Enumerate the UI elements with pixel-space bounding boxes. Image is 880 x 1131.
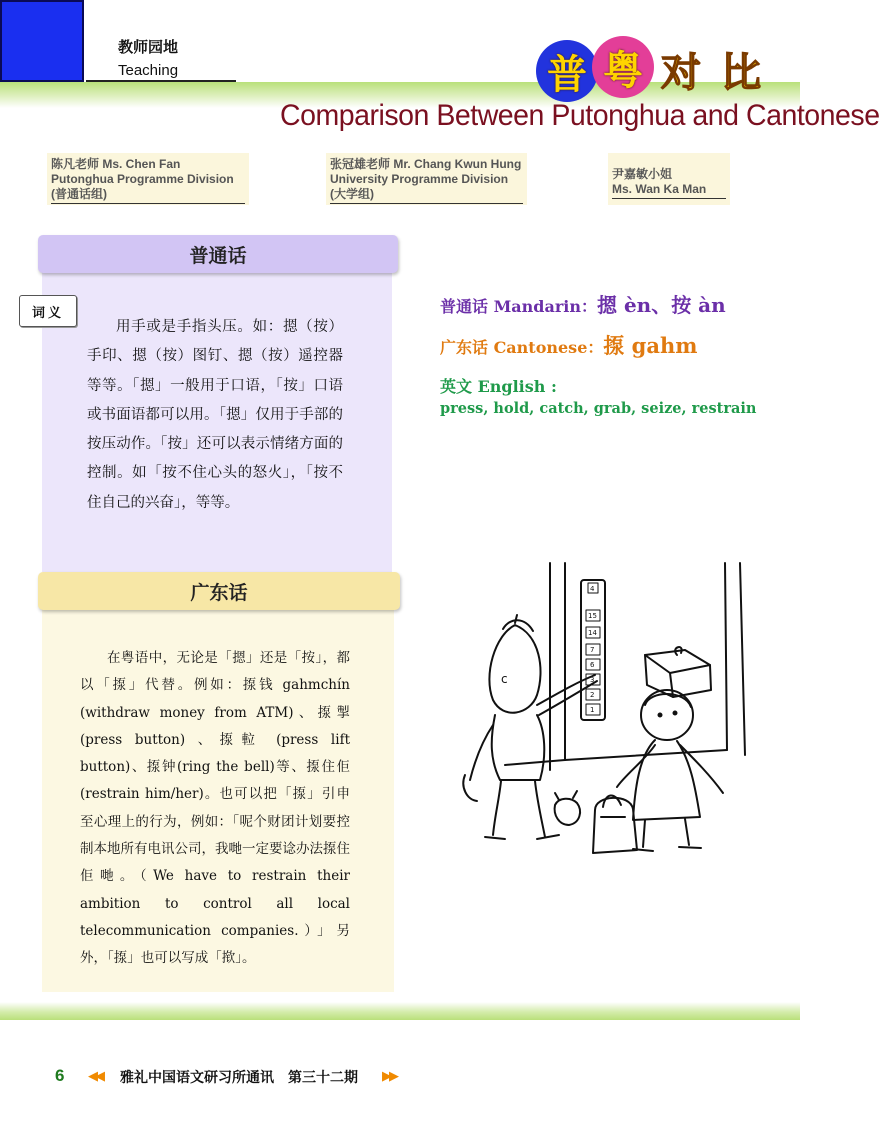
floor-button-label: 6 — [590, 661, 595, 669]
author-box-chang — [326, 153, 527, 205]
author-name: 陈凡老师 Ms. Chen Fan — [51, 157, 181, 171]
cantonese-line — [440, 330, 697, 360]
mandarin-line — [440, 289, 726, 318]
floor-button-label: 15 — [588, 612, 597, 620]
author-name: 张冠雄老师 Mr. Chang Kwun Hung — [330, 157, 522, 171]
mandarin-label: 普通话 Mandarin： — [440, 297, 597, 316]
floor-button-label: 4 — [590, 585, 595, 593]
author-name-en: Ms. Wan Ka Man — [612, 182, 707, 196]
meaning-tag: 词义 — [19, 295, 77, 327]
floor-button-label: 1 — [590, 706, 595, 714]
page-number: 6 — [55, 1066, 65, 1085]
title-char-4: 比 — [721, 49, 761, 96]
section-label-en: Teaching — [118, 62, 179, 79]
author-underline — [330, 203, 523, 204]
author-division-cn: (大学组) — [330, 187, 374, 201]
english-label: 英文 English : — [440, 377, 557, 396]
author-underline — [612, 198, 726, 199]
footer-green-band — [0, 1002, 800, 1020]
title-char-2: 粤 — [592, 36, 654, 98]
title-char-1: 普 — [536, 40, 598, 102]
cantonese-value: 揼 gahm — [603, 333, 698, 358]
cantonese-heading: 广东话 — [38, 572, 400, 610]
mandarin-value: 摁 èn、按 àn — [596, 293, 726, 317]
author-underline — [51, 203, 245, 204]
floor-button-label: 2 — [590, 691, 595, 699]
elevator-illustration — [455, 555, 775, 885]
left-arrows-icon: ◀◀ — [88, 1069, 102, 1084]
floor-button-label: 14 — [588, 629, 597, 637]
putonghua-heading: 普通话 — [38, 235, 398, 273]
floor-buttons — [586, 583, 600, 715]
english-value: press, hold, catch, grab, seize, restrain — [440, 400, 757, 417]
publication-title: 雅礼中国语文研习所通讯 第三十二期 — [120, 1070, 358, 1086]
putonghua-text — [87, 313, 343, 518]
author-box-wan — [608, 153, 730, 205]
right-arrows-icon: ▶▶ — [382, 1069, 396, 1084]
author-box-chen — [47, 153, 249, 205]
author-division: Putonghua Programme Division — [51, 172, 234, 186]
cantonese-paragraph: 在粤语中，无论是「摁」还是「按」，都以「揼」代替。例如：揼钱 gahmchín (withdraw money from ATM)、揼掣 (press button) 、揼𨋢 (press lift button)、揼钟(ring the bell)等、揼住佢 (restrain him/her)。也可以把「揼」引申至心理上的行为，例如：「呢个财团计划要控制本地所有电讯公司，我哋一定要谂办法揼住佢哋。（We have to restrain their ambition to control all local telecommunication companies.）」另外，「揼」也可以写成「揿」。 — [80, 650, 350, 967]
author-division-cn: (普通话组) — [51, 187, 107, 201]
header-color-block — [0, 0, 84, 82]
section-label-cn: 教师园地 — [118, 38, 179, 56]
man-ear: c — [501, 672, 508, 686]
putonghua-paragraph: 用手或是手指头压。如：摁（按）手印、摁（按）图钉、摁（按）遥控器等等。「摁」一般用于口语，「按」口语或书面语都可以用。「摁」仅用于手部的按压动作。「按」还可以表示情绪方面的控制。如「按不住心头的怒火」，「按不住自己的兴奋」，等等。 — [87, 319, 343, 511]
author-division: University Programme Division — [330, 172, 509, 186]
floor-button-label: 3 — [590, 676, 595, 684]
cantonese-text — [80, 645, 350, 973]
floor-button-label: 7 — [590, 646, 595, 654]
page-title: Comparison Between Putonghua and Cantonese — [280, 99, 880, 132]
title-char-3: 对 — [661, 49, 701, 96]
cantonese-label: 广东话 Cantonese： — [440, 338, 604, 357]
author-name-cn: 尹嘉敏小姐 — [612, 167, 673, 181]
